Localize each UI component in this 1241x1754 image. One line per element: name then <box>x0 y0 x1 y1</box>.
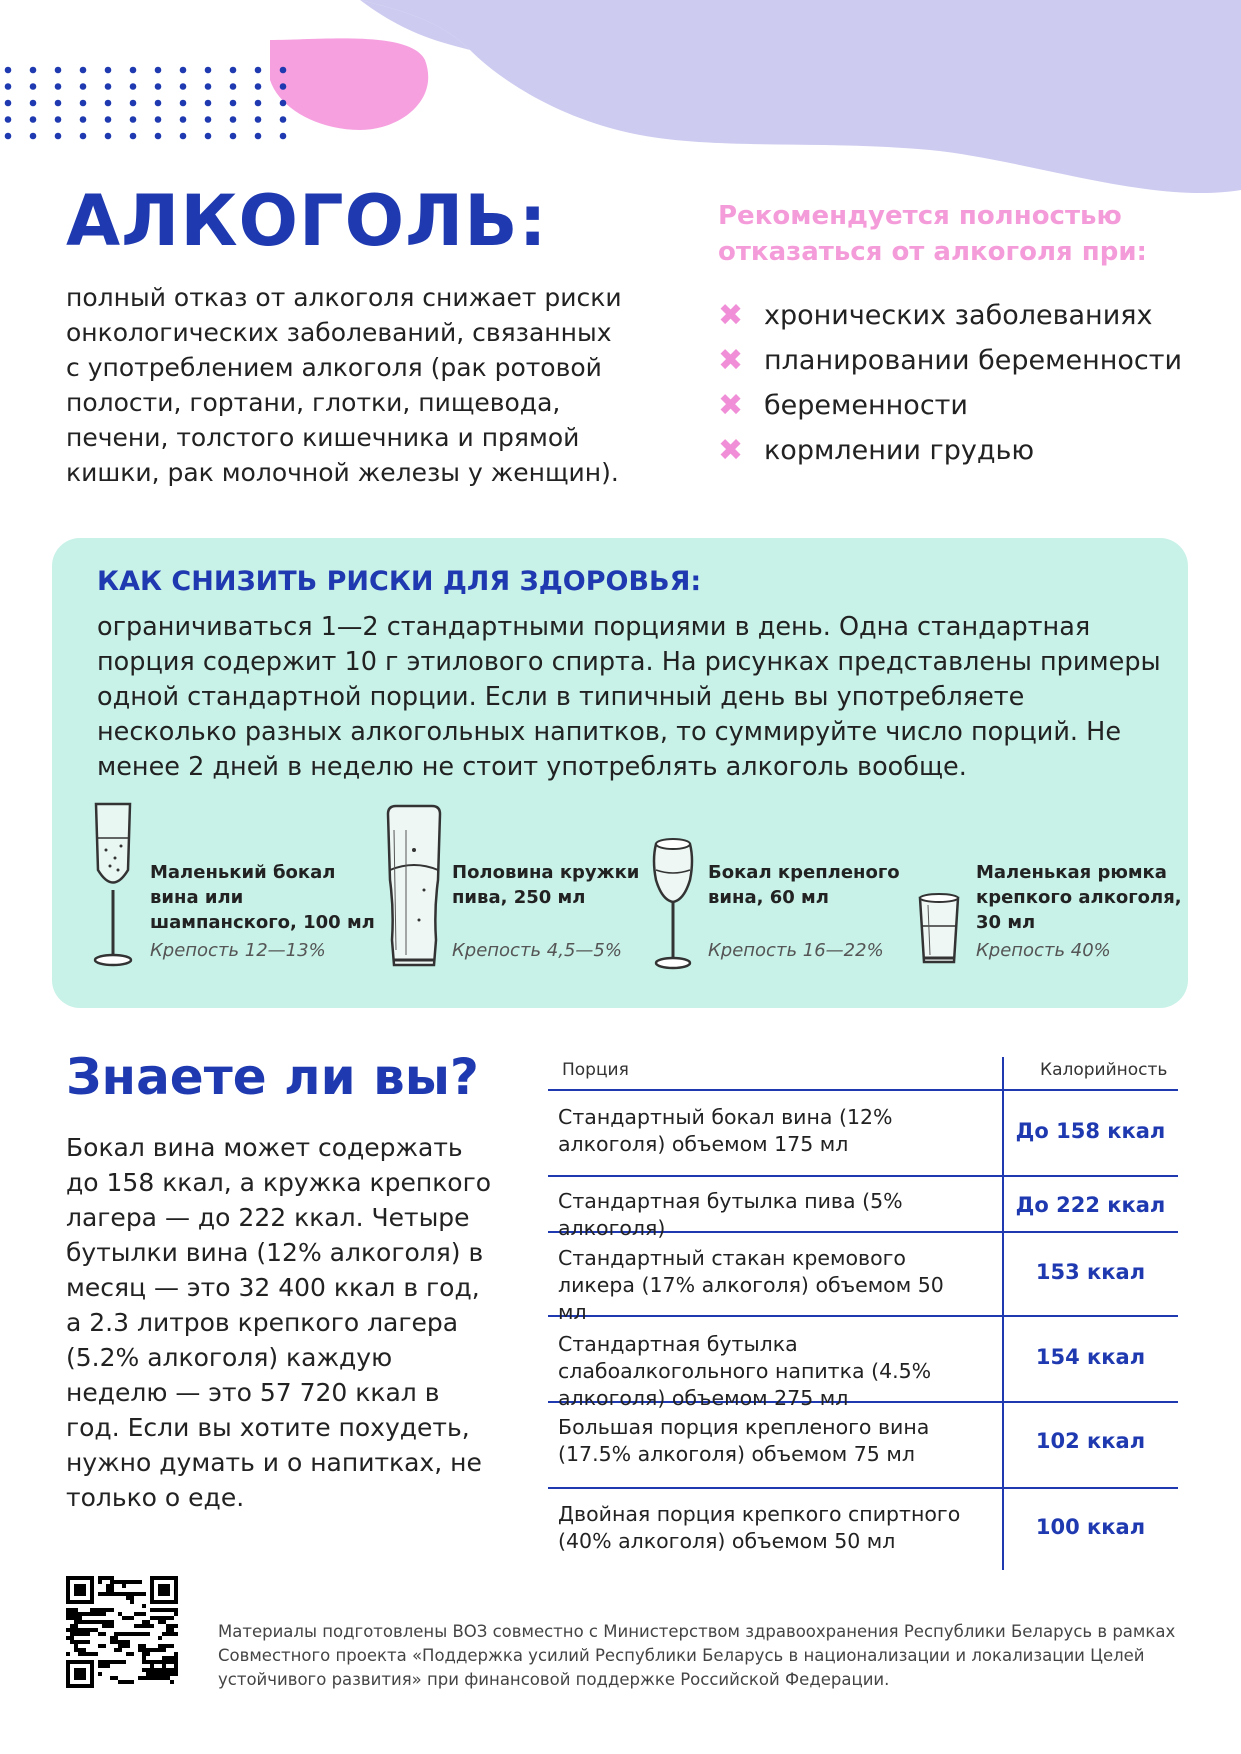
x-icon: ✖ <box>718 387 744 423</box>
column-header-calories: Калорийность <box>1040 1060 1168 1080</box>
column-header-portion: Порция <box>562 1060 629 1080</box>
drink-label: Бокал крепленого вина, 60 мл <box>708 862 900 908</box>
cell-portion: Стандартная бутылка слабоалкогольного напитка (4.5% алкоголя) объемом 275 мл <box>558 1332 932 1410</box>
cell-portion: Стандартный бокал вина (12% алкоголя) объемом 175 мл <box>558 1105 893 1156</box>
cell-calories: До 158 ккал <box>1015 1119 1166 1143</box>
recommend-heading: Рекомендуется полностью отказаться от алкоголя при: <box>718 201 1147 267</box>
intro-text: полный отказ от алкоголя снижает риски онкологических заболеваний, связанных с употреблением алкоголя (рак ротовой полости, гортани, глотки, пищевода, печени, толстого кишечника и прямой кишки, рак молочной железы у женщин). <box>66 283 622 487</box>
recommend-item <box>718 428 1182 473</box>
drink-item <box>648 800 918 975</box>
risk-panel-text: ограничиваться 1—2 стандартными порциями в день. Одна стандартная порция содержит 10 г этилового спирта. На рисунках представлены примеры одной стандартной порции. Если в типичный день вы употребляете несколько разных алкогольных напитков, то суммируйте число порций. Не менее 2 дней в неделю не стоит употреблять алкоголь вообще. <box>97 612 1161 782</box>
drink-strength: Крепость 40% <box>976 940 1111 961</box>
cell-portion: Стандартный стакан кремового ликера (17% алкоголя) объемом 50 мл <box>558 1246 944 1324</box>
table-row <box>548 1177 1178 1240</box>
x-icon: ✖ <box>718 297 744 333</box>
cell-portion: Двойная порция крепкого спиртного (40% алкоголя) объемом 50 мл <box>558 1502 961 1553</box>
risk-panel-title: КАК СНИЗИТЬ РИСКИ ДЛЯ ЗДОРОВЬЯ: <box>97 566 702 597</box>
drink-strength: Крепость 4,5—5% <box>452 940 622 961</box>
recommend-item-label: кормлении грудью <box>764 435 1035 466</box>
drink-item <box>88 800 378 975</box>
table-row <box>548 1403 1178 1489</box>
cell-calories: До 222 ккал <box>1015 1193 1166 1217</box>
recommend-item-label: беременности <box>764 390 968 421</box>
cell-calories: 154 ккал <box>1035 1345 1146 1369</box>
recommend-item <box>718 383 1182 428</box>
drink-label: Маленькая рюмка крепкого алкоголя, 30 мл <box>976 862 1182 933</box>
drink-label: Половина кружки пива, 250 мл <box>452 862 640 908</box>
wine-glass-icon <box>648 800 698 972</box>
know-text: Бокал вина может содержать до 158 ккал, а кружка крепкого лагера — до 222 ккал. Четыре бутылки вина (12% алкоголя) в месяц — это 32 400 ккал в год, а 2.3 литров крепкого лагера (5.2% алкоголя) каждую неделю — это 57 720 ккал в год. Если вы хотите похудеть, нужно думать и о напитках, не только о еде. <box>66 1133 492 1512</box>
drink-strength: Крепость 16—22% <box>708 940 884 961</box>
cell-calories: 100 ккал <box>1035 1515 1146 1539</box>
cell-calories: 102 ккал <box>1035 1429 1146 1453</box>
recommend-list <box>718 293 1182 473</box>
qr-code-icon <box>66 1576 178 1688</box>
recommend-item-label: хронических заболеваниях <box>764 300 1153 331</box>
table-row <box>548 1317 1178 1410</box>
beer-glass-icon <box>384 800 444 972</box>
calorie-table <box>548 1057 1178 1573</box>
table-row <box>548 1091 1178 1177</box>
shot-glass-icon <box>916 800 962 972</box>
drink-label: Маленький бокал вина или шампанского, 100 мл <box>150 862 375 933</box>
champagne-glass-icon <box>88 800 138 970</box>
table-row <box>548 1233 1178 1324</box>
drink-item <box>384 800 644 975</box>
x-icon: ✖ <box>718 342 744 378</box>
cell-portion: Большая порция крепленого вина (17.5% алкоголя) объемом 75 мл <box>558 1415 930 1466</box>
cell-portion: Стандартная бутылка пива (5% алкоголя) <box>558 1189 903 1240</box>
table-column-divider <box>1002 1057 1004 1570</box>
recommend-item <box>718 338 1182 383</box>
table-header <box>548 1057 1178 1091</box>
recommend-item <box>718 293 1182 338</box>
footer-note: Материалы подготовлены ВОЗ совместно с Министерством здравоохранения Республики Беларусь в рамках Совместного проекта «Поддержка усилий Республики Беларусь в национализации и локализации Целей устойчивого развития» при финансовой поддержке Российской Федерации. <box>218 1622 1176 1689</box>
cell-calories: 153 ккал <box>1035 1260 1146 1284</box>
recommend-item-label: планировании беременности <box>764 345 1183 376</box>
page-title: АЛКОГОЛЬ: <box>66 180 548 262</box>
know-title: Знаете ли вы? <box>66 1048 479 1106</box>
table-row <box>548 1489 1178 1573</box>
drink-strength: Крепость 12—13% <box>150 940 326 961</box>
drink-item <box>916 800 1186 975</box>
x-icon: ✖ <box>718 432 744 468</box>
